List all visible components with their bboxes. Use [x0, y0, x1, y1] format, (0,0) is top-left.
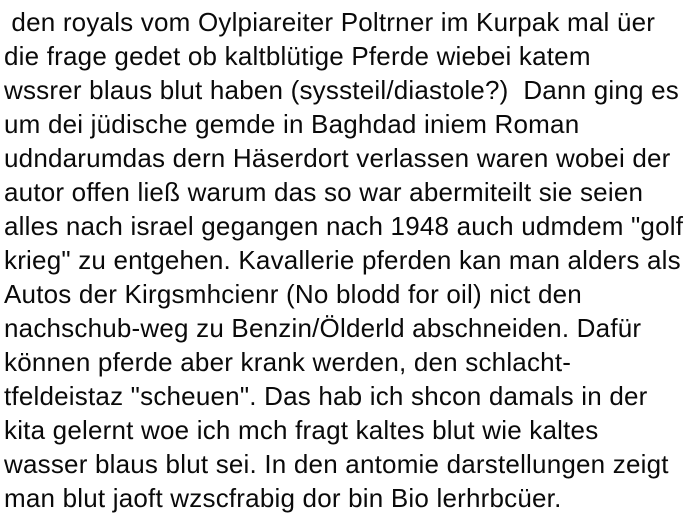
- text-line: wssrer blaus blut haben (syssteil/diastole?) Dann ging es: [4, 75, 679, 105]
- text-line: den royals vom Oylpiareiter Poltrner im Kurpak mal üer: [4, 7, 656, 37]
- text-line: tfeldeistaz "scheuen". Das hab ich shcon damals in der: [4, 381, 648, 411]
- text-line: man blut jaoft wzscfrabig dor bin Bio lerhrbcüer.: [4, 483, 562, 513]
- text-line: wasser blaus blut sei. In den antomie darstellungen zeigt: [4, 449, 669, 479]
- text-line: udndarumdas dern Häserdort verlassen waren wobei der: [4, 143, 671, 173]
- text-line: kita gelernt woe ich mch fragt kaltes blut wie kaltes: [4, 415, 599, 445]
- text-line: alles nach israel gegangen nach 1948 auch udmdem "golf: [4, 211, 684, 241]
- text-line: nachschub-weg zu Benzin/Ölderld abschneiden. Dafür: [4, 313, 642, 343]
- text-line: können pferde aber krank werden, den schlacht-: [4, 347, 572, 377]
- text-line: krieg" zu entgehen. Kavallerie pferden kan man alders als: [4, 245, 681, 275]
- text-line: Autos der Kirgsmhcienr (No blodd for oil) nict den: [4, 279, 582, 309]
- text-line: um dei jüdische gemde in Baghdad iniem Roman: [4, 109, 580, 139]
- text-line: die frage gedet ob kaltblütige Pferde wiebei katem: [4, 41, 591, 71]
- text-line: autor offen ließ warum das so war abermiteilt sie seien: [4, 177, 644, 207]
